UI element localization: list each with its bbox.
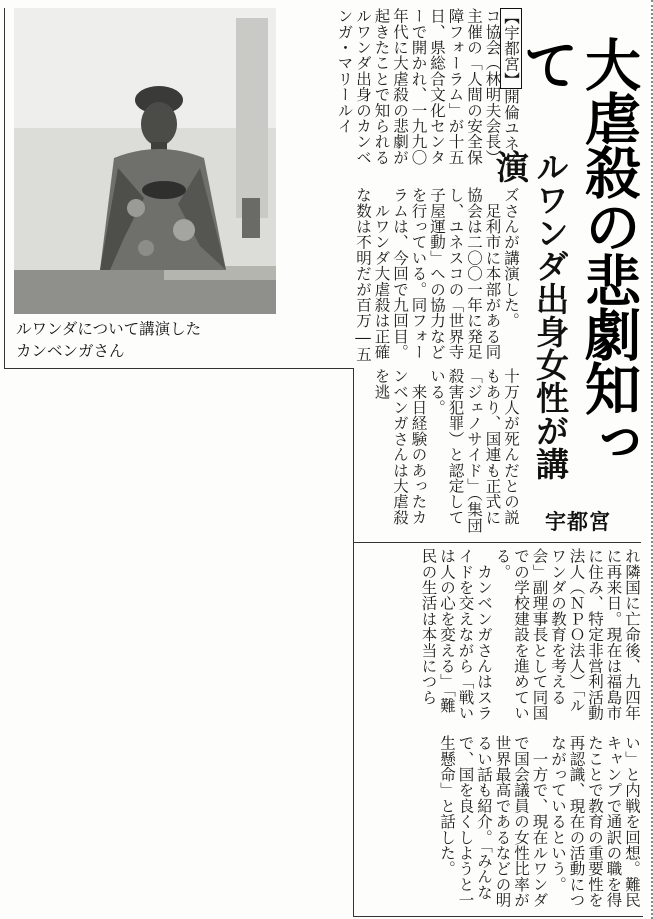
divider-mid — [353, 368, 354, 916]
headline-main: 大虐殺の悲劇知って — [514, 36, 642, 468]
speaker-photo — [14, 8, 276, 314]
body-p1-text: 開倫ユネスコ協会（林明夫会長）主催の「人間の安全保障フォーラム」が十五日、県総合文化センターで開かれ、一九九〇年代に大虐殺の悲劇が起きたことで知られるルワンダ出身のカンベンガ・マリールイ — [335, 8, 520, 167]
speaker-photo-image — [14, 8, 276, 314]
dateline: 宇都宮 — [545, 510, 611, 534]
caption-line-2: カンベンガさん — [16, 342, 125, 360]
location-tag: 【宇都宮】 — [502, 9, 520, 88]
body-paragraph-4: れ隣国に亡命後、九四年に再来日。現在は福島市に住み、特定非営利活動法人（ＮＰＯ法人）「ルワンダの教育を考える会」副理事長として同国での学校建設を進めている。 カンベンガさんはスライドを交えながら「戦いは人の心を変える」「難民の生活は本当につら — [419, 548, 641, 721]
body-paragraph-3: 十万人が死んだとの説もあり、国連も正式に「ジェノサイド」（集団殺害犯罪）と認定している。 来日経験のあったカンベンガさんは大虐殺を逃 — [372, 368, 520, 533]
caption-line-1: ルワンダについて講演した — [16, 320, 202, 338]
page-edge — [647, 0, 653, 919]
headline-sub: ルワンダ出身女性が講演 — [491, 150, 570, 480]
divider-left — [4, 8, 5, 368]
body-paragraph-1 — [278, 8, 520, 178]
photo-caption — [16, 318, 276, 364]
body-paragraph-2: ズさんが講演した。 足利市に本部がある同協会は二〇〇一年に発足し、ユネスコの「世界寺子屋運動」への協力などを行っている。同フォーラムは、今回で九回目。 ルワンダ大虐殺は正確な数は不明だが百万―五 — [354, 187, 520, 363]
divider-top-left — [4, 368, 353, 369]
divider-bottom — [353, 916, 643, 917]
divider-right-mid — [353, 542, 641, 543]
body-paragraph-5: い」と内戦を回想。難民キャンプで通訳の職を得たことで教育の重要性を再認識、現在の活動につながっているという。 一方で、現在ルワンダで国会議員の女性比率が世界最高であるなどの明るい話も紹介。「みんなで、国を良くしようと一生懸命」と話した。 — [438, 735, 641, 908]
